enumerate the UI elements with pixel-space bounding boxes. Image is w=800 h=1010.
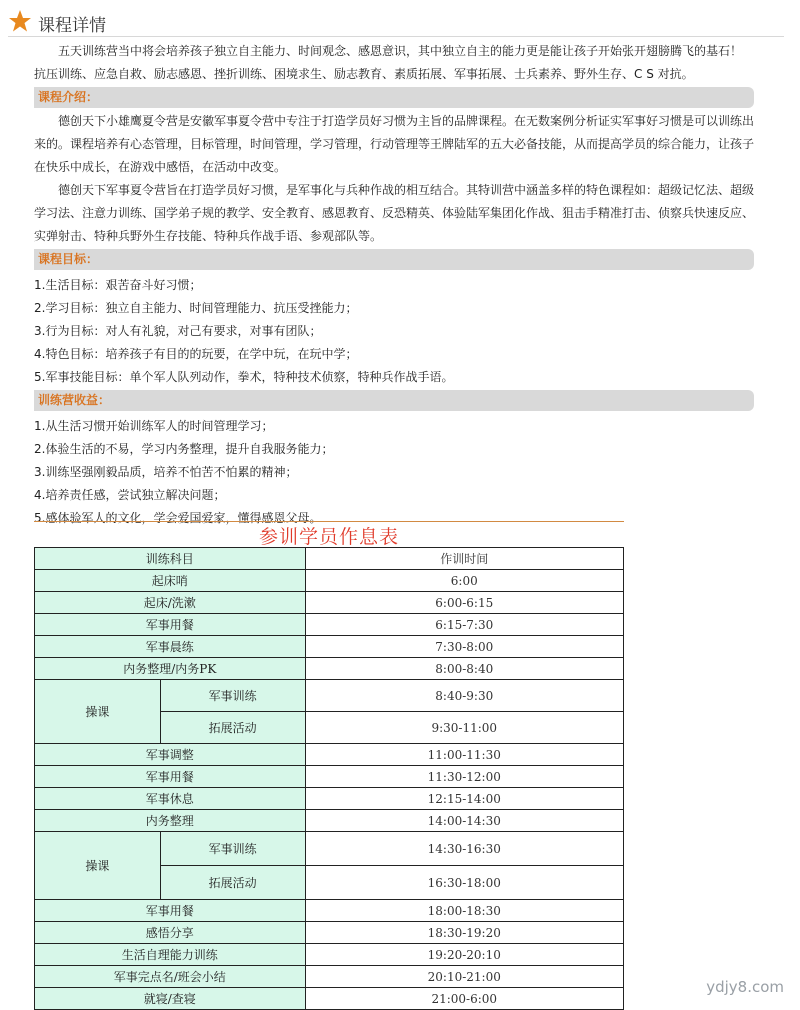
time-cell: 8:40-9:30 bbox=[305, 680, 623, 712]
table-row bbox=[35, 788, 624, 810]
time-cell: 18:00-18:30 bbox=[305, 900, 623, 922]
schedule-title: 参训学员作息表 bbox=[34, 521, 624, 548]
subject-cell: 拓展活动 bbox=[160, 866, 305, 900]
group-cell: 操课 bbox=[35, 680, 161, 744]
table-row bbox=[35, 944, 624, 966]
column-header-subject: 训练科目 bbox=[35, 548, 306, 570]
group-cell: 操课 bbox=[35, 832, 161, 900]
time-cell: 6:00 bbox=[305, 570, 623, 592]
section-goals: 课程目标： bbox=[34, 249, 754, 270]
table-row bbox=[35, 592, 624, 614]
table-row bbox=[35, 570, 624, 592]
time-cell: 19:20-20:10 bbox=[305, 944, 623, 966]
intro-activities: 抗压训练、应急自救、励志感恩、挫折训练、困境求生、励志教育、素质拓展、军事拓展、士兵素养、野外生存、C S 对抗。 bbox=[34, 67, 694, 81]
list-item: 4.特色目标：培养孩子有目的的玩要，在学中玩，在玩中学； bbox=[34, 347, 358, 361]
time-cell: 11:00-11:30 bbox=[305, 744, 623, 766]
time-cell: 8:00-8:40 bbox=[305, 658, 623, 680]
time-cell: 12:15-14:00 bbox=[305, 788, 623, 810]
goals-list bbox=[34, 272, 754, 389]
time-cell: 6:15-7:30 bbox=[305, 614, 623, 636]
table-row bbox=[35, 810, 624, 832]
course-intro-paragraph-2: 德创天下军事夏令营旨在打造学员好习惯，是军事化与兵种作战的相互结合。其特训营中涵盖多样的特色课程如：超级记忆法、超级学习法、注意力训练、国学弟子规的教学、安全教育、感恩教育、反恐精英、体验陆军集团化作战、狙击手精准打击、侦察兵快速反应、实弹射击、特种兵野外生存技能、特种兵作战手语、参观部队等。 bbox=[34, 183, 755, 243]
subject-cell: 军事用餐 bbox=[35, 614, 306, 636]
time-cell: 11:30-12:00 bbox=[305, 766, 623, 788]
time-cell: 20:10-21:00 bbox=[305, 966, 623, 988]
course-intro-paragraph-1: 德创天下小雄鹰夏令营是安徽军事夏令营中专注于打造学员好习惯为主旨的品牌课程。在无数案例分析证实军事好习惯是可以训练出来的。课程培养有心态管理，目标管理，时间管理，学习管理，行动管理等王牌陆军的五大必备技能，从而提高学员的综合能力，让孩子在快乐中成长，在游戏中感悟，在活动中改变。 bbox=[34, 114, 755, 174]
course-content bbox=[34, 40, 754, 530]
table-row bbox=[35, 744, 624, 766]
gains-list bbox=[34, 413, 754, 530]
subject-cell: 生活自理能力训练 bbox=[35, 944, 306, 966]
table-row bbox=[35, 900, 624, 922]
intro-text: 五天训练营当中将会培养孩子独立自主能力、时间观念、感恩意识，其中独立自主的能力更是能让孩子开始张开翅膀腾飞的基石！ bbox=[58, 44, 743, 58]
subject-cell: 内务整理 bbox=[35, 810, 306, 832]
time-cell: 9:30-11:00 bbox=[305, 712, 623, 744]
table-row bbox=[35, 966, 624, 988]
section-gains: 训练营收益： bbox=[34, 390, 754, 411]
subject-cell: 军事用餐 bbox=[35, 900, 306, 922]
subject-cell: 拓展活动 bbox=[160, 712, 305, 744]
table-row bbox=[35, 636, 624, 658]
subject-cell: 军事用餐 bbox=[35, 766, 306, 788]
star-icon bbox=[8, 9, 32, 33]
subject-cell: 起床哨 bbox=[35, 570, 306, 592]
subject-cell: 军事完点名/班会小结 bbox=[35, 966, 306, 988]
subject-cell: 军事训练 bbox=[160, 680, 305, 712]
time-cell: 21:00-6:00 bbox=[305, 988, 623, 1010]
table-row bbox=[35, 988, 624, 1010]
watermark: ydjy8.com bbox=[706, 978, 784, 996]
list-item: 3.训练坚强刚毅品质，培养不怕苦不怕累的精神； bbox=[34, 465, 298, 479]
time-cell: 14:30-16:30 bbox=[305, 832, 623, 866]
table-row bbox=[35, 922, 624, 944]
subject-cell: 军事休息 bbox=[35, 788, 306, 810]
schedule-table bbox=[34, 547, 624, 1010]
list-item: 2.体验生活的不易，学习内务整理，提升自我服务能力； bbox=[34, 442, 334, 456]
list-item: 1.从生活习惯开始训练军人的时间管理学习； bbox=[34, 419, 274, 433]
table-row bbox=[35, 658, 624, 680]
time-cell: 18:30-19:20 bbox=[305, 922, 623, 944]
table-header bbox=[35, 548, 624, 570]
table-row bbox=[35, 614, 624, 636]
subject-cell: 内务整理/内务PK bbox=[35, 658, 306, 680]
time-cell: 16:30-18:00 bbox=[305, 866, 623, 900]
page-header bbox=[8, 8, 784, 37]
list-item: 2.学习目标：独立自主能力、时间管理能力、抗压受挫能力； bbox=[34, 301, 358, 315]
subject-cell: 军事训练 bbox=[160, 832, 305, 866]
section-course-intro: 课程介绍： bbox=[34, 87, 754, 108]
table-row bbox=[35, 766, 624, 788]
table-row bbox=[35, 680, 624, 712]
subject-cell: 军事晨练 bbox=[35, 636, 306, 658]
subject-cell: 起床/洗漱 bbox=[35, 592, 306, 614]
list-item: 5.感体验军人的文化，学会爱国爱家，懂得感恩父母。 bbox=[34, 511, 322, 525]
list-item: 4.培养责任感，尝试独立解决问题； bbox=[34, 488, 226, 502]
list-item: 5.军事技能目标：单个军人队列动作，拳术，特种技术侦察，特种兵作战手语。 bbox=[34, 370, 454, 384]
time-cell: 6:00-6:15 bbox=[305, 592, 623, 614]
page-title: 课程详情 bbox=[38, 16, 106, 36]
subject-cell: 军事调整 bbox=[35, 744, 306, 766]
table-row bbox=[35, 832, 624, 866]
subject-cell: 感悟分享 bbox=[35, 922, 306, 944]
subject-cell: 就寝/查寝 bbox=[35, 988, 306, 1010]
time-cell: 7:30-8:00 bbox=[305, 636, 623, 658]
time-cell: 14:00-14:30 bbox=[305, 810, 623, 832]
list-item: 1.生活目标：艰苦奋斗好习惯； bbox=[34, 278, 202, 292]
list-item: 3.行为目标：对人有礼貌，对己有要求，对事有团队； bbox=[34, 324, 322, 338]
column-header-time: 作训时间 bbox=[305, 548, 623, 570]
